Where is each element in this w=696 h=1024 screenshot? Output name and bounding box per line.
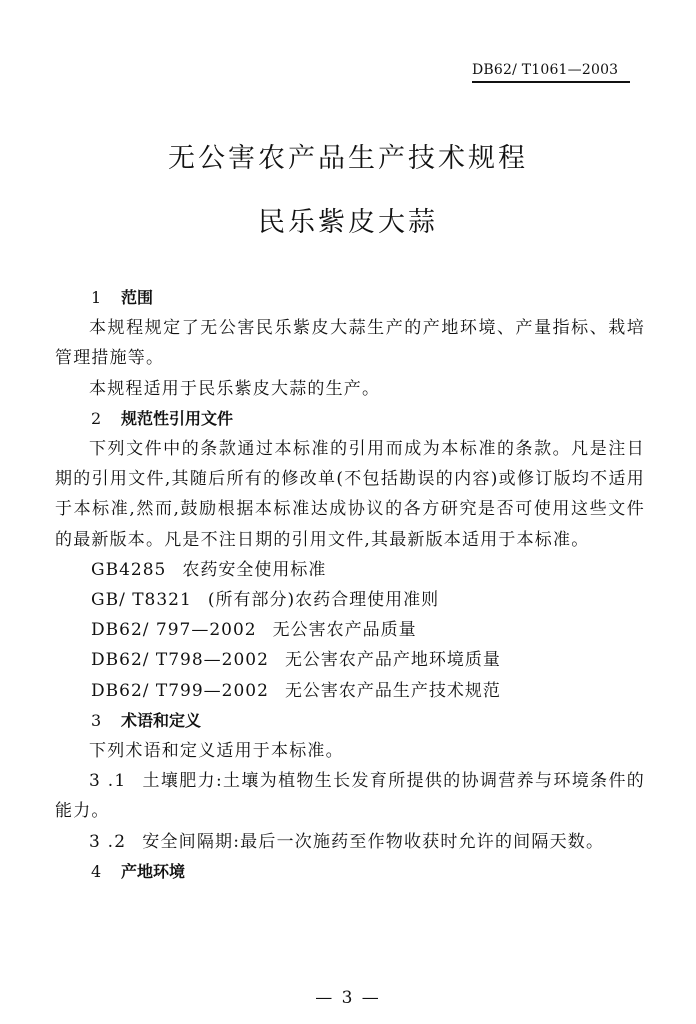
- definition-number: 3 .1: [89, 771, 127, 792]
- reference-item: [55, 615, 645, 645]
- section-title: 范围: [121, 288, 154, 307]
- reference-item: [55, 555, 645, 585]
- reference-code: DB62/ 797—2002: [91, 620, 257, 641]
- section-heading-1: [55, 283, 645, 313]
- reference-name: 无公害农产品生产技术规范: [284, 680, 501, 701]
- section-number: 1: [91, 288, 102, 307]
- paragraph: 本规程适用于民乐紫皮大蒜的生产。: [89, 378, 381, 399]
- section-number: 2: [91, 408, 102, 428]
- document-subtitle: 民乐紫皮大蒜: [258, 207, 438, 238]
- reference-code: DB62/ T798—2002: [91, 650, 269, 671]
- document-body: [55, 283, 645, 887]
- reference-code: GB/ T8321: [91, 590, 192, 611]
- reference-item: [55, 645, 645, 675]
- reference-code: GB4285: [91, 559, 167, 580]
- paragraph: 下列术语和定义适用于本标准。: [89, 741, 344, 762]
- definition-text: 安全间隔期:最后一次施药至作物收获时允许的间隔天数。: [142, 831, 605, 852]
- section-number: 4: [91, 861, 102, 881]
- reference-code: DB62/ T799—2002: [91, 680, 269, 701]
- section-heading-2: [55, 404, 645, 434]
- standard-code: DB62/ T1061—2003: [472, 62, 630, 83]
- section-title: 产地环境: [121, 861, 186, 881]
- section-title: 规范性引用文件: [121, 408, 234, 428]
- paragraph: 本规程规定了无公害民乐紫皮大蒜生产的产地环境、产量指标、栽培管理措施等。: [55, 318, 645, 369]
- reference-item: [55, 676, 645, 706]
- reference-name: 农药安全使用标准: [182, 559, 327, 580]
- reference-item: [55, 585, 645, 615]
- document-title: 无公害农产品生产技术规程: [168, 143, 528, 174]
- paragraph: 下列文件中的条款通过本标准的引用而成为本标准的条款。凡是注日期的引用文件,其随后所有的修改单(不包括勘误的内容)或修订版均不适用于本标准,然而,鼓励根据本标准达成协议的各方研究是否可使用这些文件的最新版本。凡是不注日期的引用文件,其最新版本适用于本标准。: [55, 439, 645, 550]
- reference-name: (所有部分)农药合理使用准则: [207, 590, 440, 611]
- section-heading-3: [55, 706, 645, 736]
- section-heading-4: [55, 857, 645, 887]
- reference-name: 无公害农产品质量: [272, 620, 417, 641]
- section-title: 术语和定义: [121, 710, 202, 730]
- reference-name: 无公害农产品产地环境质量: [284, 650, 501, 671]
- definition-item: [55, 766, 645, 826]
- definition-item: [55, 827, 645, 857]
- page-number: — 3 —: [315, 988, 381, 1008]
- definition-text: 土壤肥力:土壤为植物生长发育所提供的协调营养与环境条件的能力。: [55, 771, 646, 822]
- section-number: 3: [91, 710, 102, 730]
- definition-number: 3 .2: [89, 831, 127, 852]
